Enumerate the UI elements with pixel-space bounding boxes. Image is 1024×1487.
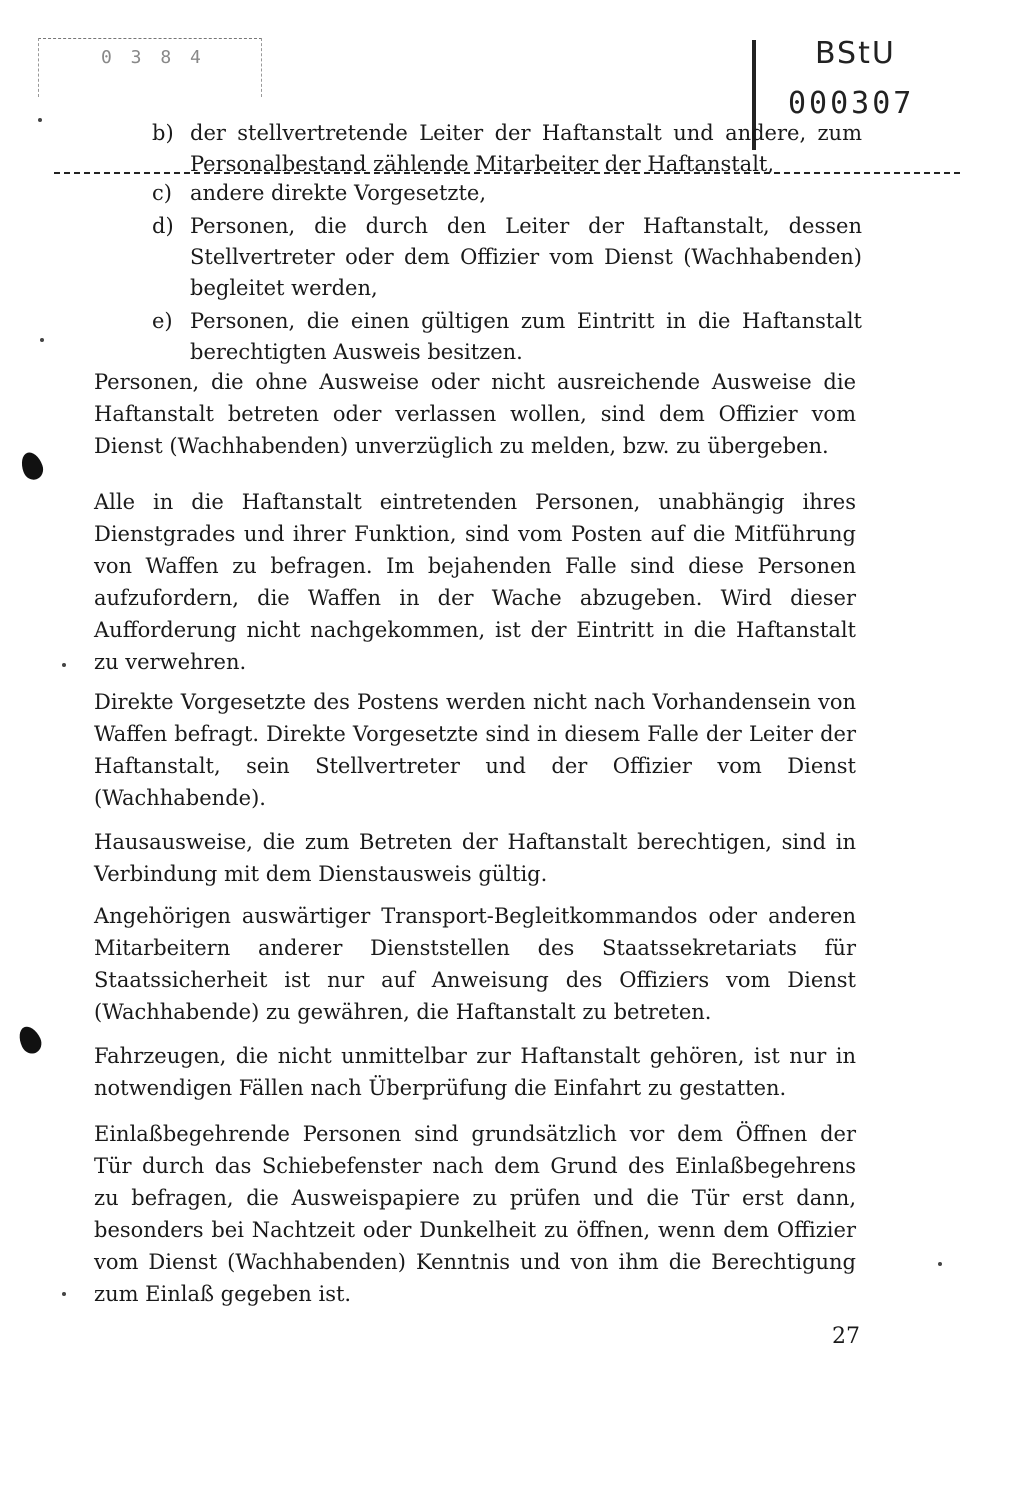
paragraph-4: Hausausweise, die zum Betreten der Haftanstalt berechtigen, sind in Verbindung mit dem Dienstausweis gültig. [94, 830, 856, 886]
scan-speck [62, 663, 66, 667]
paragraph-3: Direkte Vorgesetzte des Postens werden nicht nach Vorhandensein von Waffen befragt. Direkte Vorgesetzte sind in diesem Falle der Leiter der Haftanstalt, sein Stellvertreter und der Offizier vom Dienst (Wachhabende). [94, 690, 856, 810]
scan-speck [40, 338, 44, 342]
list-text: Personen, die einen gültigen zum Eintritt in die Haftanstalt berechtigten Ausweis besitzen. [190, 309, 862, 364]
paragraph-2: Alle in die Haftanstalt eintretenden Personen, unabhängig ihres Dienstgrades und ihrer Funktion, sind vom Posten auf die Mitführung von Waffen zu befragen. Im bejahenden Falle sind diese Personen aufzufordern, die Waffen in der Wache abzugeben. Wird dieser Aufforderung nicht nachgekommen, ist der Eintritt in die Haftanstalt zu verwehren. [94, 490, 856, 674]
list-marker: c) [152, 181, 172, 205]
list-item-d [152, 211, 862, 304]
list-item-b [152, 118, 862, 180]
scan-speck [38, 118, 42, 122]
list-text: der stellvertretende Leiter der Haftanstalt und andere, zum Personalbestand zählende Mitarbeiter der Haftanstalt, [190, 121, 862, 176]
list-item-e [152, 306, 862, 368]
archive-label: BStU [815, 36, 896, 71]
punch-hole-mark [18, 449, 46, 482]
list-text: andere direkte Vorgesetzte, [190, 181, 486, 205]
list-text: Personen, die durch den Leiter der Haftanstalt, dessen Stellvertreter oder dem Offizier vom Dienst (Wachhabenden) begleitet werden, [190, 214, 862, 300]
list-marker: e) [152, 309, 173, 333]
list-marker: d) [152, 214, 174, 238]
paragraph-6: Fahrzeugen, die nicht unmittelbar zur Haftanstalt gehören, ist nur in notwendigen Fällen nach Überprüfung die Einfahrt zu gestatten. [94, 1044, 856, 1100]
archive-number: 000307 [788, 86, 915, 121]
scan-speck [938, 1262, 942, 1266]
paragraph-5: Angehörigen auswärtiger Transport-Begleitkommandos oder anderen Mitarbeitern anderer Dienststellen des Staatssekretariats für Staatssicherheit ist nur auf Anweisung des Offiziers vom Dienst (Wachhabende) zu gewähren, die Haftanstalt zu betreten. [94, 904, 856, 1024]
list-item-c [152, 178, 862, 209]
scan-speck [62, 1292, 66, 1296]
punch-hole-mark [15, 1023, 45, 1057]
page-number: 27 [832, 1324, 860, 1349]
paragraph-1: Personen, die ohne Ausweise oder nicht ausreichende Ausweise die Haftanstalt betreten oder verlassen wollen, sind dem Offizier vom Dienst (Wachhabenden) unverzüglich zu melden, bzw. zu übergeben. [94, 370, 856, 458]
archive-stamp [38, 38, 262, 97]
list-marker: b) [152, 121, 174, 145]
stamp-code: 0 3 8 4 [101, 47, 205, 68]
paragraph-7: Einlaßbegehrende Personen sind grundsätzlich vor dem Öffnen der Tür durch das Schiebefenster nach dem Grund des Einlaßbegehrens zu befragen, die Ausweispapiere zu prüfen und die Tür erst dann, besonders bei Nachtzeit oder Dunkelheit zu öffnen, wenn dem Offizier vom Dienst (Wachhabenden) Kenntnis und von ihm die Berechtigung zum Einlaß gegeben ist. [94, 1122, 856, 1306]
